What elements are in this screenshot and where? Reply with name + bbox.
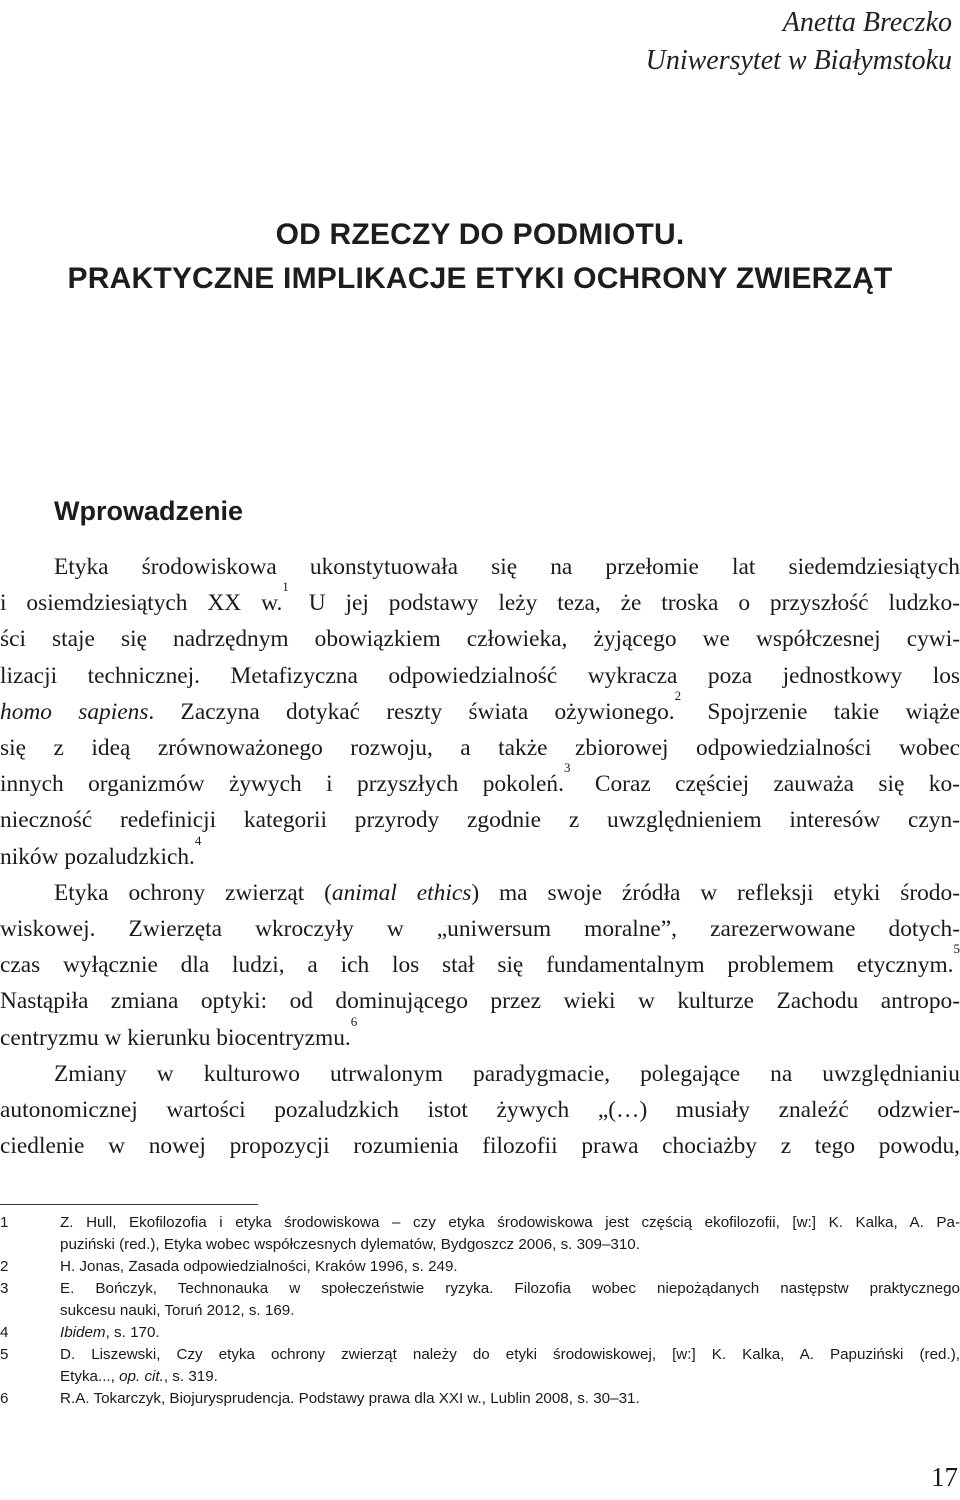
article-title: [0, 213, 960, 301]
author-name: Anetta Breczko: [782, 7, 952, 38]
body-line: innych organizmów żywych i przyszłych pokoleń.$^3$ Coraz częściej zauważa się ko-: [0, 760, 960, 798]
footnote-line: puziński (red.), Etyka wobec współczesnych dylematów, Bydgoszcz 2006, s. 309–310.: [60, 1236, 640, 1253]
footnotes: [0, 1212, 960, 1410]
body-line: centryzmu w kierunku biocentryzmu.$^6$: [0, 1013, 358, 1051]
body-text: [0, 549, 960, 1164]
footnote-line: D. Liszewski, Czy etyka ochrony zwierząt należy do etyki środowiskowej, [w:] K. Kalka, A. Papuziński (red.),: [60, 1346, 960, 1363]
footnote-line: Ibidem, s. 170.: [60, 1324, 160, 1341]
body-line: wiskowej. Zwierzęta wkroczyły w „uniwersum moralne”, zarezerwowane dotych-: [0, 916, 960, 943]
footnote-1: [0, 1212, 960, 1256]
footnote-ref[interactable]: 1: [282, 579, 289, 595]
body-line: nieczność redefinicji kategorii przyrody zgodnie z uwzględnieniem interesów czyn-: [0, 807, 960, 834]
footnote-line: sukcesu nauki, Toruń 2012, s. 169.: [60, 1302, 295, 1319]
footnote-6: [0, 1388, 960, 1410]
paragraph-3: [0, 1056, 960, 1165]
body-line: Nastąpiła zmiana optyki: od dominującego przez wieki w kulturze Zachodu antropo-: [0, 988, 960, 1015]
author-affiliation: Uniwersytet w Białymstoku: [645, 45, 952, 76]
footnote-line: R.A. Tokarczyk, Biojurysprudencja. Podstawy prawa dla XXI w., Lublin 2008, s. 30–31.: [60, 1390, 640, 1407]
footnote-ref[interactable]: 4: [194, 832, 202, 848]
footnote-number: 5: [0, 1346, 9, 1363]
title-line-1: OD RZECZY DO PODMIOTU.: [275, 218, 685, 251]
author-block: [452, 4, 952, 80]
footnote-line: Z. Hull, Ekofilozofia i etyka środowiskowa – czy etyka środowiskowa jest częścią ekofilozofii, [w:] K. Kalka, A. Pa-: [60, 1214, 960, 1231]
body-line: Zmiany w kulturowo utrwalonym paradygmacie, polegające na uwzględnianiu: [54, 1060, 960, 1087]
footnote-ref[interactable]: 5: [953, 941, 960, 957]
body-line: Etyka ochrony zwierząt (animal ethics) ma swoje źródła w refleksji etyki środo-: [54, 879, 960, 906]
footnote-2: [0, 1256, 960, 1278]
paragraph-1: [0, 549, 960, 875]
body-line: czas wyłącznie dla ludzi, a ich los stał się fundamentalnym problemem etycznym.$^5$: [0, 941, 960, 979]
footnote-number: 2: [0, 1258, 9, 1275]
footnote-line: Etyka..., op. cit., s. 319.: [60, 1368, 218, 1385]
footnote-separator: [0, 1204, 258, 1205]
body-line: lizacji technicznej. Metafizyczna odpowiedzialność wykracza poza jednostkowy los: [0, 662, 960, 689]
footnote-ref[interactable]: 3: [563, 760, 571, 776]
body-line: ników pozaludzkich.$^4$: [0, 832, 202, 870]
section-heading: Wprowadzenie: [54, 496, 244, 526]
footnote-number: 4: [0, 1324, 9, 1341]
footnote-line: E. Bończyk, Technonauka w społeczeństwie ryzyka. Filozofia wobec niepożądanych następstw praktycznego: [60, 1280, 960, 1297]
footnote-3: [0, 1278, 960, 1322]
body-line: homo sapiens. Zaczyna dotykać reszty świata ożywionego.$^2$ Spojrzenie takie wiąże: [0, 687, 960, 725]
footnote-ref[interactable]: 2: [674, 687, 682, 703]
body-line: Etyka środowiskowa ukonstytuowała się na przełomie lat siedemdziesiątych: [54, 554, 960, 580]
footnote-number: 3: [0, 1280, 9, 1297]
body-line: i osiemdziesiątych XX w.$^1$ U jej podstawy leży teza, że troska o przyszłość ludzko-: [0, 579, 960, 617]
body-line: ści staje się nadrzędnym obowiązkiem człowieka, żyjącego we współczesnej cywi-: [0, 626, 960, 653]
body-line: autonomicznej wartości pozaludzkich istot żywych „(…) musiały znaleźć odzwier-: [0, 1097, 960, 1124]
footnote-number: 1: [0, 1214, 9, 1231]
body-line: się z ideą zrównoważonego rozwoju, a także zbiorowej odpowiedzialności wobec: [0, 735, 960, 762]
footnote-number: 6: [0, 1390, 9, 1407]
page-number: 17: [931, 1462, 958, 1492]
body-line: ciedlenie w nowej propozycji rozumienia filozofii prawa chociażby z tego powodu,: [0, 1133, 960, 1160]
footnote-line: H. Jonas, Zasada odpowiedzialności, Kraków 1996, s. 249.: [60, 1258, 458, 1275]
footnote-ref[interactable]: 6: [350, 1013, 358, 1029]
footnote-4: [0, 1322, 960, 1344]
paragraph-2: [0, 875, 960, 1056]
footnote-5: [0, 1344, 960, 1388]
title-line-2: PRAKTYCZNE IMPLIKACJE ETYKI OCHRONY ZWIERZĄT: [67, 262, 893, 295]
